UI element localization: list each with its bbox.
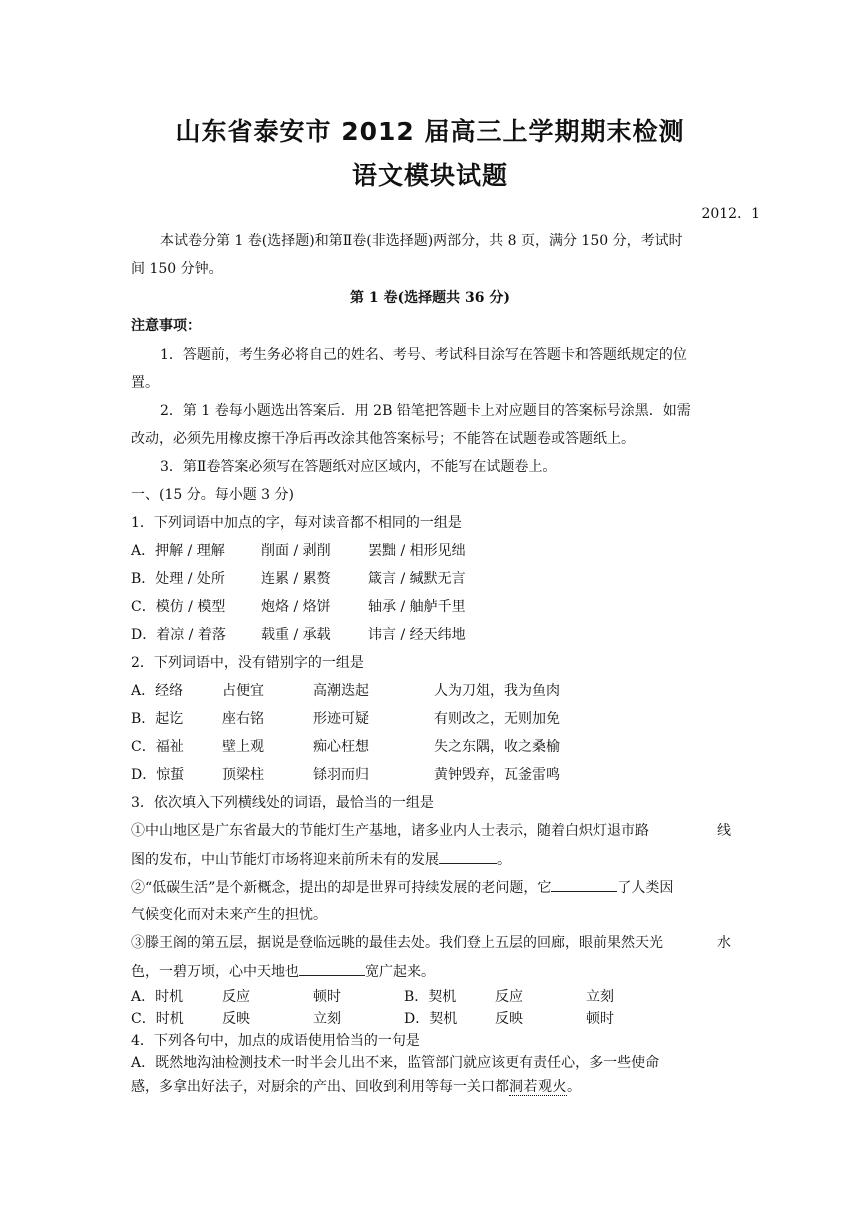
option-cell: A．押解 / 理解 [131, 543, 225, 559]
answer-blank [551, 877, 617, 892]
question-3-sentence-1-end: 线 [717, 823, 731, 839]
question-1-option-b [131, 569, 466, 589]
question-1-option-a [131, 541, 466, 561]
answer-blank [439, 849, 497, 864]
option-cell: 反映 [222, 1011, 250, 1027]
page-title: 山东省泰安市 2012 届高三上学期期末检测 [175, 117, 685, 146]
question-3-sentence-2-line-2: 气候变化而对未来产生的担忧。 [131, 907, 327, 923]
option-cell: 讳言 / 经天纬地 [368, 627, 466, 643]
question-3-sentence-1-line-1: ①中山地区是广东省最大的节能灯生产基地，诸多业内人士表示，随着白炽灯退市路 [131, 823, 649, 839]
option-cell: 立刻 [586, 989, 614, 1005]
option-cell: 失之东隅，收之桑榆 [434, 739, 560, 755]
option-cell: 反映 [495, 1011, 523, 1027]
question-2-option-a [131, 681, 560, 701]
option-cell: 壁上观 [222, 739, 264, 755]
page-subtitle: 语文模块试题 [351, 161, 508, 190]
text-segment: 。 [567, 1079, 581, 1095]
option-cell: 铩羽而归 [313, 767, 369, 783]
option-cell: 箴言 / 缄默无言 [368, 571, 466, 587]
note-1-line-2: 置。 [131, 375, 159, 391]
question-2-option-c [131, 737, 560, 757]
option-cell: 人为刀俎，我为鱼肉 [434, 683, 560, 699]
text-segment: 宽广起来。 [365, 964, 435, 980]
option-cell: 占便宜 [222, 683, 264, 699]
question-3-sentence-2-line-1 [131, 877, 673, 898]
option-cell: 削面 / 剥削 [261, 543, 331, 559]
option-cell: 顿时 [586, 1011, 614, 1027]
answer-blank [299, 961, 365, 976]
option-cell: 反应 [495, 989, 523, 1005]
option-cell: 立刻 [313, 1011, 341, 1027]
option-cell: 形迹可疑 [313, 711, 369, 727]
option-cell: 顶梁柱 [222, 767, 264, 783]
option-cell: A．时机 [131, 989, 184, 1005]
question-3-sentence-3-line-2 [131, 961, 435, 982]
question-2-stem: 2．下列词语中，没有错别字的一组是 [131, 655, 364, 671]
question-3-stem: 3．依次填入下列横线处的词语，最恰当的一组是 [131, 795, 434, 811]
option-cell: 顿时 [313, 989, 341, 1005]
option-cell: 高潮迭起 [313, 683, 369, 699]
note-3: 3．第Ⅱ卷答案必须写在答题纸对应区域内，不能写在试题卷上。 [160, 459, 557, 475]
question-1-stem: 1．下列词语中加点的字，每对读音都不相同的一组是 [131, 515, 462, 531]
question-3-options-cd [131, 1009, 614, 1029]
option-cell: 反应 [222, 989, 250, 1005]
option-cell: 痴心枉想 [313, 739, 369, 755]
note-1-line-1: 1．答题前，考生务必将自己的姓名、考号、考试科目涂写在答题卡和答题纸规定的位 [160, 347, 687, 363]
option-cell: 连累 / 累赘 [261, 571, 331, 587]
question-4-option-a-line-2 [131, 1077, 581, 1097]
option-cell: 黄钟毁弃，瓦釜雷鸣 [434, 767, 560, 783]
section-header: 第 1 卷(选择题共 36 分) [350, 290, 510, 306]
question-3-sentence-3-line-1: ③滕王阁的第五层，据说是登临远眺的最佳去处。我们登上五层的回廊，眼前果然天光 [131, 935, 663, 951]
option-cell: D．着凉 / 着落 [131, 627, 226, 643]
option-cell: C．福祉 [131, 739, 184, 755]
question-2-option-b [131, 709, 560, 729]
text-segment: 色，一碧万顷，心中天地也 [131, 964, 299, 980]
option-cell: B．起讫 [131, 711, 184, 727]
option-cell: A．经络 [131, 683, 184, 699]
option-cell: D．契机 [404, 1011, 458, 1027]
option-cell: 罢黜 / 相形见绌 [368, 543, 466, 559]
question-1-option-d [131, 625, 466, 645]
question-1-option-c [131, 597, 466, 617]
intro-line-1: 本试卷分第 1 卷(选择题)和第Ⅱ卷(非选择题)两部分，共 8 页，满分 150 分，考试时 [160, 233, 683, 249]
text-segment: ②“低碳生活”是个新概念，提出的却是世界可持续发展的老问题，它 [131, 880, 552, 896]
option-cell: 座右铭 [222, 711, 264, 727]
question-3-sentence-3-end: 水 [717, 935, 731, 951]
text-segment: 图的发布，中山节能灯市场将迎来前所未有的发展 [131, 852, 439, 868]
exam-date: 2012．1 [701, 206, 760, 222]
part-1-header: 一、(15 分。每小题 3 分) [131, 487, 294, 503]
emphasized-idiom: 洞若观火 [509, 1079, 567, 1095]
intro-line-2: 间 150 分钟。 [131, 261, 223, 277]
option-cell: C．模仿 / 模型 [131, 599, 226, 615]
question-2-option-d [131, 765, 560, 785]
question-3-sentence-1-line-2 [131, 849, 511, 870]
text-segment: 了人类因 [617, 880, 674, 896]
option-cell: 有则改之，无则加免 [434, 711, 560, 727]
option-cell: B．契机 [404, 989, 457, 1005]
question-4-stem: 4．下列各句中，加点的成语使用恰当的一句是 [131, 1033, 420, 1049]
note-2-line-2: 改动，必须先用橡皮擦干净后再改涂其他答案标号；不能答在试题卷或答题纸上。 [131, 431, 635, 447]
option-cell: D．惊蜇 [131, 767, 185, 783]
option-cell: C．时机 [131, 1011, 184, 1027]
notes-title: 注意事项： [131, 318, 201, 334]
note-2-line-1: 2．第 1 卷每小题选出答案后．用 2B 铅笔把答题卡上对应题目的答案标号涂黑．如需 [160, 403, 691, 419]
text-segment: 感，多拿出好法子，对厨余的产出、回收到利用等每一关口都 [131, 1079, 509, 1095]
option-cell: 载重 / 承载 [261, 627, 331, 643]
text-segment: 。 [497, 852, 511, 868]
question-3-options-ab [131, 987, 614, 1007]
option-cell: 炮烙 / 烙饼 [261, 599, 331, 615]
option-cell: B．处理 / 处所 [131, 571, 225, 587]
question-4-option-a-line-1: A．既然地沟油检测技术一时半会儿出不来，监管部门就应该更有责任心，多一些使命 [131, 1055, 660, 1071]
option-cell: 轴承 / 舳舻千里 [368, 599, 466, 615]
